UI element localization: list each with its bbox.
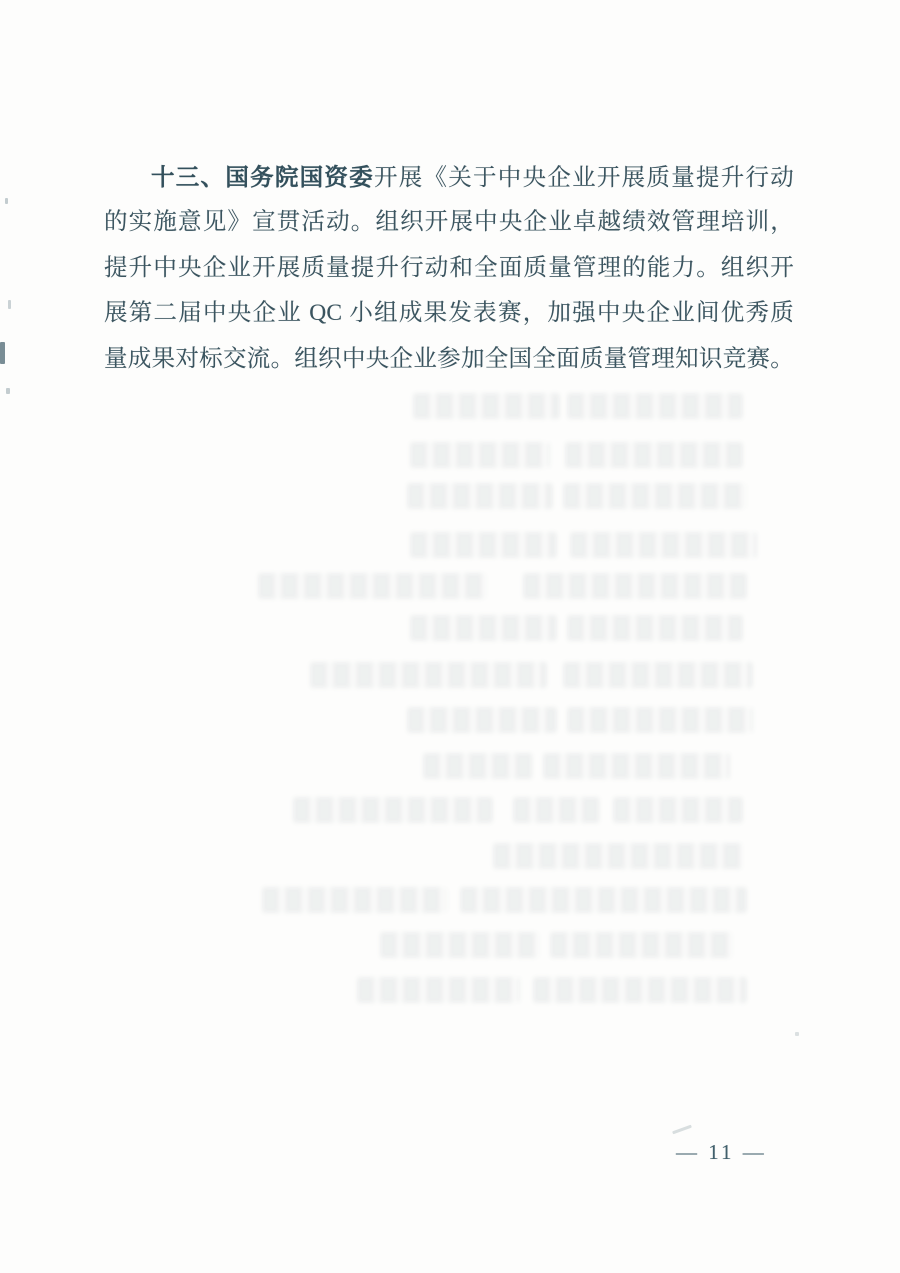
scan-speck bbox=[0, 342, 5, 364]
bleed-through-line bbox=[380, 932, 540, 958]
page-number: — 11 — bbox=[676, 1140, 767, 1164]
bleed-through-line bbox=[533, 977, 747, 1003]
scan-speck bbox=[6, 388, 10, 394]
bleed-through-line bbox=[563, 662, 753, 688]
bleed-through-line bbox=[567, 707, 753, 733]
bleed-through-line bbox=[523, 573, 747, 599]
bleed-through-line bbox=[262, 887, 447, 913]
bleed-through-line bbox=[570, 532, 757, 558]
bleed-through-line bbox=[413, 393, 560, 419]
bleed-through-line bbox=[410, 615, 557, 641]
paragraph-line-5: 量成果对标交流。组织中央企业参加全国全面质量管理知识竞赛。 bbox=[104, 345, 794, 372]
bleed-through-line bbox=[410, 532, 557, 558]
bleed-through-line bbox=[565, 442, 743, 468]
bleed-through-line bbox=[410, 442, 550, 468]
bleed-through-line bbox=[567, 615, 743, 641]
scan-speck bbox=[5, 198, 8, 204]
bleed-through-line bbox=[357, 977, 520, 1003]
bleed-through-line bbox=[613, 797, 743, 823]
bleed-through-line bbox=[310, 662, 547, 688]
scan-speck bbox=[8, 300, 11, 309]
scan-speck bbox=[672, 1125, 692, 1135]
bleed-through-line bbox=[493, 843, 743, 869]
bleed-through-line bbox=[423, 753, 533, 779]
paragraph-line-3: 提升中央企业开展质量提升行动和全面质量管理的能力。组织开 bbox=[104, 254, 794, 281]
bleed-through-line bbox=[550, 932, 733, 958]
bleed-through-line bbox=[407, 483, 553, 509]
bleed-through-line bbox=[258, 573, 487, 599]
bleed-through-line bbox=[293, 797, 493, 823]
bleed-through-line bbox=[543, 753, 730, 779]
scan-speck bbox=[795, 1032, 799, 1036]
bleed-through-line bbox=[460, 887, 747, 913]
bleed-through-line bbox=[563, 483, 747, 509]
bleed-through-line bbox=[567, 393, 743, 419]
body-paragraph bbox=[104, 155, 794, 382]
paragraph-lead-bold: 十三、国务院国资委 bbox=[151, 164, 374, 190]
bleed-through-line bbox=[407, 707, 557, 733]
bleed-through-line bbox=[513, 797, 600, 823]
paragraph-line-1-text: 开展《关于中央企业开展质量提升行动 bbox=[373, 165, 794, 191]
paragraph-line-2: 的实施意见》宣贯活动。组织开展中央企业卓越绩效管理培训， bbox=[104, 209, 794, 236]
paragraph-line-4: 展第二届中央企业 QC 小组成果发表赛，加强中央企业间优秀质 bbox=[104, 300, 794, 327]
paragraph-line-1 bbox=[104, 155, 794, 200]
